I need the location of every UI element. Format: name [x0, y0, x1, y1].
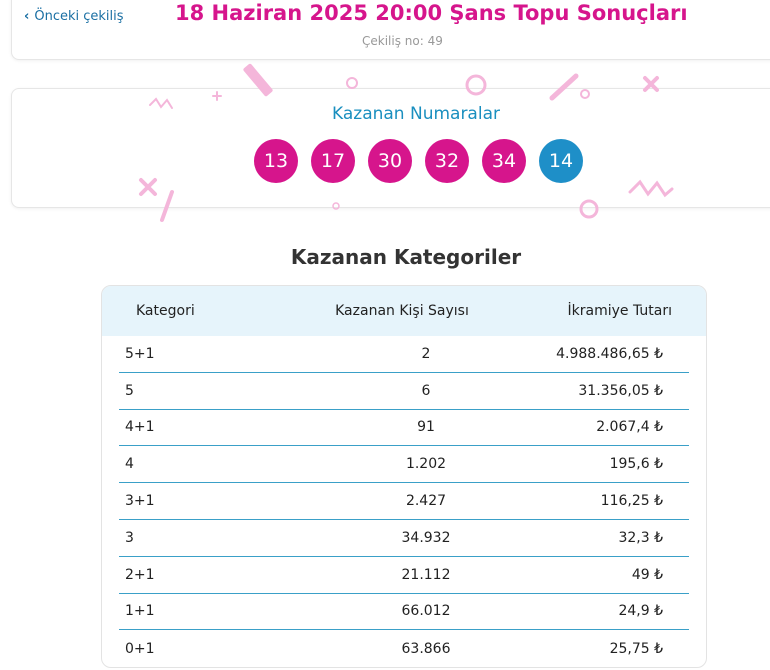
table-body — [102, 336, 706, 667]
table-row — [119, 520, 689, 557]
draw-number: Çekiliş no: 49 — [362, 34, 443, 48]
header-winners: Kazanan Kişi Sayısı — [335, 303, 469, 319]
row-category: 2+1 — [125, 566, 155, 583]
row-winners: 2 — [421, 345, 431, 362]
row-prize: 2.067,4 ₺ — [596, 419, 663, 436]
number-ball: 17 — [311, 139, 355, 183]
table-row — [119, 483, 689, 520]
number-ball: 30 — [368, 139, 412, 183]
number-ball: 34 — [482, 139, 526, 183]
row-winners: 2.427 — [405, 493, 447, 510]
row-winners: 21.112 — [401, 566, 451, 583]
row-prize: 31.356,05 ₺ — [578, 382, 663, 399]
table-row — [119, 630, 689, 667]
row-prize: 116,25 ₺ — [600, 493, 663, 510]
row-prize: 195,6 ₺ — [609, 456, 663, 473]
header-prize: İkramiye Tutarı — [567, 303, 672, 319]
table-header — [102, 286, 706, 336]
previous-draw-label: Önceki çekiliş — [34, 9, 124, 24]
winning-numbers-title: Kazanan Numaralar — [332, 104, 500, 124]
table-row — [119, 373, 689, 410]
row-prize: 24,9 ₺ — [618, 603, 663, 620]
row-winners: 6 — [421, 382, 431, 399]
table-row — [119, 446, 689, 483]
row-category: 4+1 — [125, 419, 155, 436]
row-winners: 91 — [417, 419, 435, 436]
winning-numbers — [254, 139, 583, 183]
row-winners: 34.932 — [401, 529, 451, 546]
categories-title: Kazanan Kategoriler — [290, 245, 522, 269]
previous-draw-link[interactable] — [24, 9, 124, 24]
row-prize: 25,75 ₺ — [609, 640, 663, 657]
row-winners: 1.202 — [405, 456, 447, 473]
row-category: 3 — [125, 529, 134, 546]
number-ball: 32 — [425, 139, 469, 183]
table-row — [119, 557, 689, 594]
page-title: 18 Haziran 2025 20:00 Şans Topu Sonuçları — [175, 1, 688, 25]
table-row — [119, 336, 689, 373]
row-category: 1+1 — [125, 603, 155, 620]
row-category: 5 — [125, 382, 134, 399]
number-ball: 13 — [254, 139, 298, 183]
row-category: 4 — [125, 456, 134, 473]
row-category: 3+1 — [125, 493, 155, 510]
table-row — [119, 410, 689, 447]
row-prize: 32,3 ₺ — [618, 529, 663, 546]
chevron-left-icon: ‹ — [24, 9, 30, 24]
row-category: 5+1 — [125, 345, 155, 362]
table-row — [119, 594, 689, 631]
row-prize: 49 ₺ — [631, 566, 663, 583]
row-winners: 66.012 — [401, 603, 451, 620]
row-category: 0+1 — [125, 640, 155, 657]
row-prize: 4.988.486,65 ₺ — [556, 345, 663, 362]
header-category: Kategori — [136, 303, 195, 319]
plus-number-ball: 14 — [539, 139, 583, 183]
prize-table — [101, 285, 707, 668]
row-winners: 63.866 — [401, 640, 451, 657]
